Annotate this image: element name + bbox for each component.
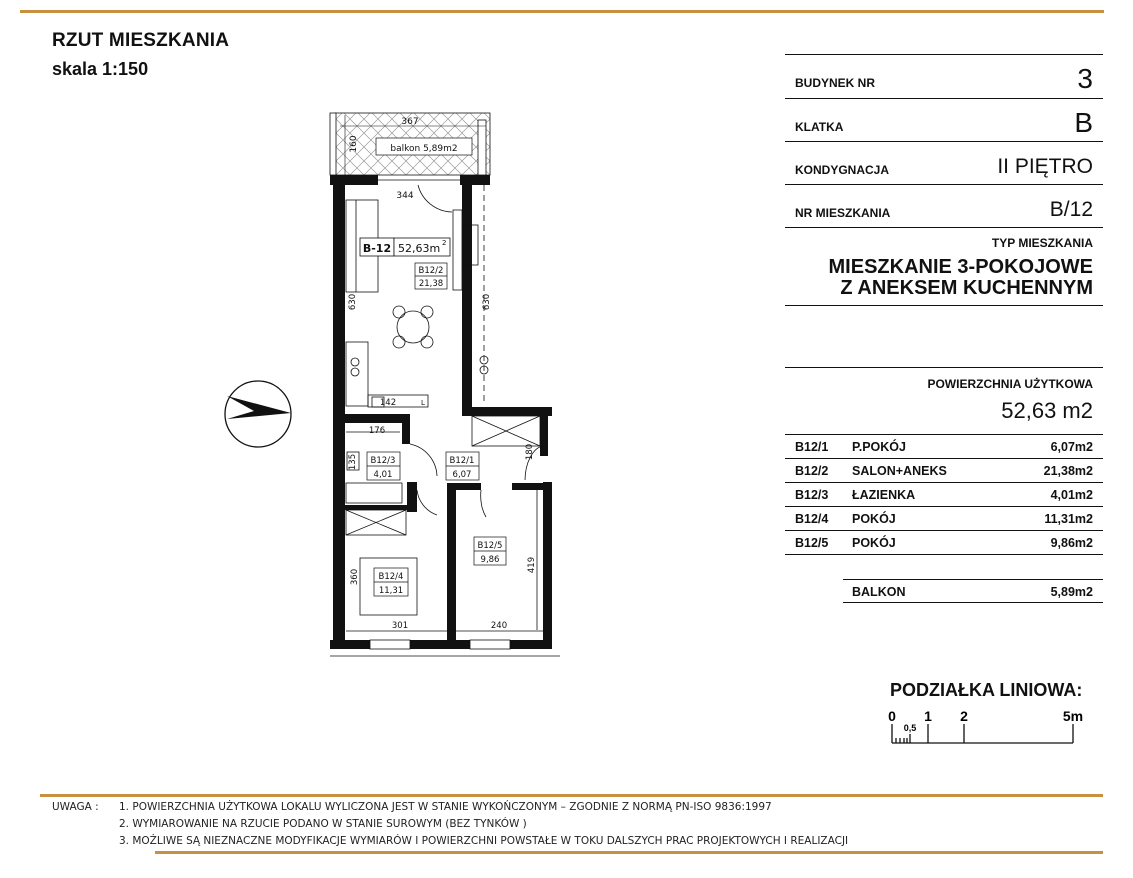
dim-balcony-width: 367 xyxy=(401,117,419,127)
room-area: 4,01 xyxy=(373,470,393,480)
building-label: BUDYNEK NR xyxy=(795,76,876,90)
room-code: B12/4 xyxy=(378,572,404,582)
apartment-type-label: TYP MIESZKANIA xyxy=(991,236,1093,250)
balcony-plan-label: balkon 5,89m2 xyxy=(390,144,458,154)
room-name: POKÓJ xyxy=(852,512,896,526)
room-code: B12/2 xyxy=(418,266,444,276)
tick-2: 2 xyxy=(960,708,968,724)
usable-area-label: POWIERZCHNIA UŻYTKOWA xyxy=(927,377,1093,391)
kitchen-mark: L xyxy=(421,399,425,407)
notes-list xyxy=(119,799,848,850)
info-building xyxy=(785,54,1103,98)
room-area: 9,86 xyxy=(480,555,500,565)
divider xyxy=(785,367,1103,368)
notes-bottom-rule xyxy=(155,851,1103,854)
dim-kitchen-sink: 142 xyxy=(379,398,397,408)
room-name: POKÓJ xyxy=(852,536,896,550)
note-item: 1. POWIERZCHNIA UŻYTKOWA LOKALU WYLICZONA JEST W STANIE WYKOŃCZONYM – ZGODNIE Z NORMĄ PN-ISO 9836:1997 xyxy=(119,801,772,813)
tick-0: 0 xyxy=(888,708,896,724)
room-area: 21,38 xyxy=(418,279,444,289)
floor-value: II PIĘTRO xyxy=(997,155,1093,178)
scale-label: skala 1:150 xyxy=(52,59,149,79)
info-floor xyxy=(785,141,1103,185)
tick-5m: 5m xyxy=(1062,708,1084,724)
divider xyxy=(785,227,1103,228)
usable-area-value: 52,63 m2 xyxy=(1001,398,1093,423)
apartment-type-value xyxy=(829,257,1093,299)
balcony-area: 5,89m2 xyxy=(1050,585,1093,599)
room-area: 11,31 xyxy=(378,586,404,596)
notes-label: UWAGA : xyxy=(52,801,99,813)
room-row xyxy=(785,507,1103,531)
dim-room5-height: 419 xyxy=(527,556,537,574)
room-name: SALON+ANEKS xyxy=(852,464,947,478)
room-label-b12-2 xyxy=(415,263,447,289)
room-code: B12/4 xyxy=(795,512,829,526)
top-rule xyxy=(20,10,1104,13)
room-label-b12-4 xyxy=(374,568,408,596)
room-area: 21,38m2 xyxy=(1043,464,1093,478)
dim-room4-wardrobe: 360 xyxy=(350,568,360,586)
room-label-b12-5 xyxy=(474,537,506,565)
apartment-no-value: B/12 xyxy=(1049,198,1093,221)
room-label-b12-1 xyxy=(446,452,479,480)
note-item: 3. MOŻLIWE SĄ NIEZNACZNE MODYFIKACJE WYMIARÓW I POWIERZCHNI POWSTAŁE W TOKU DALSZYCH PRAC PROJEKTOWYCH I REALIZACJI xyxy=(119,835,849,847)
notes xyxy=(52,799,1102,851)
room-code: B12/2 xyxy=(795,464,829,478)
info-apartment-no xyxy=(785,184,1103,228)
dim-hall-door: 180 xyxy=(525,443,535,461)
apartment-tag xyxy=(360,238,450,256)
floor-label: KONDYGNACJA xyxy=(795,163,890,177)
staircase-value: B xyxy=(1074,107,1093,138)
room-label-b12-3 xyxy=(367,452,400,480)
scale-bar xyxy=(880,702,1100,752)
room-row xyxy=(785,483,1103,507)
balcony-row xyxy=(843,579,1103,603)
dim-living-left: 630 xyxy=(348,293,358,311)
floor-plan xyxy=(320,100,570,670)
dim-balcony-depth: 160 xyxy=(349,135,359,153)
room-code: B12/3 xyxy=(370,456,396,466)
dim-room4-width: 301 xyxy=(391,621,409,631)
tick-1: 1 xyxy=(924,708,932,724)
apartment-no-label: NR MIESZKANIA xyxy=(795,206,891,220)
room-row xyxy=(785,459,1103,483)
room-name: P.POKÓJ xyxy=(852,440,906,454)
room-area: 11,31m2 xyxy=(1044,512,1093,526)
room-area: 9,86m2 xyxy=(1050,536,1093,550)
tick-05: 0,5 xyxy=(903,723,917,733)
room-area: 6,07 xyxy=(452,470,472,480)
staircase-label: KLATKA xyxy=(795,120,844,134)
scale-bar-title: PODZIAŁKA LINIOWA: xyxy=(890,680,1083,700)
page-title: RZUT MIESZKANIA xyxy=(52,30,230,51)
apartment-tag-text: B-12 xyxy=(362,242,392,255)
room-code: B12/1 xyxy=(449,456,475,466)
apartment-type-line2: Z ANEKSEM KUCHENNYM xyxy=(840,277,1093,299)
apartment-type-line1: MIESZKANIE 3-POKOJOWE xyxy=(828,256,1093,278)
apartment-area-sup: 2 xyxy=(442,239,447,247)
divider xyxy=(785,305,1103,306)
room-name: ŁAZIENKA xyxy=(852,488,916,502)
notes-top-rule xyxy=(40,794,1103,797)
room-code: B12/3 xyxy=(795,488,829,502)
north-arrow-icon xyxy=(222,378,294,450)
balcony-name: BALKON xyxy=(852,585,906,599)
dim-bath-width: 176 xyxy=(368,426,386,436)
building-value: 3 xyxy=(1077,63,1093,94)
note-item: 2. WYMIAROWANIE NA RZUCIE PODANO W STANIE SUROWYM (BEZ TYNKÓW ) xyxy=(119,818,527,830)
balcony xyxy=(330,113,490,175)
room-row xyxy=(785,435,1103,459)
dim-bath-tub: 135 xyxy=(348,453,358,471)
room-code: B12/5 xyxy=(795,536,829,550)
dim-room5-width: 240 xyxy=(490,621,508,631)
apartment-area-text: 52,63m xyxy=(398,242,441,255)
dim-living-right: 630 xyxy=(482,293,492,311)
room-area: 4,01m2 xyxy=(1050,488,1093,502)
room-area: 6,07m2 xyxy=(1050,440,1093,454)
room-code: B12/5 xyxy=(477,541,503,551)
dim-living-width: 344 xyxy=(396,191,414,201)
room-row xyxy=(785,531,1103,555)
info-staircase xyxy=(785,98,1103,142)
balcony-door xyxy=(378,180,460,212)
room-code: B12/1 xyxy=(795,440,829,454)
